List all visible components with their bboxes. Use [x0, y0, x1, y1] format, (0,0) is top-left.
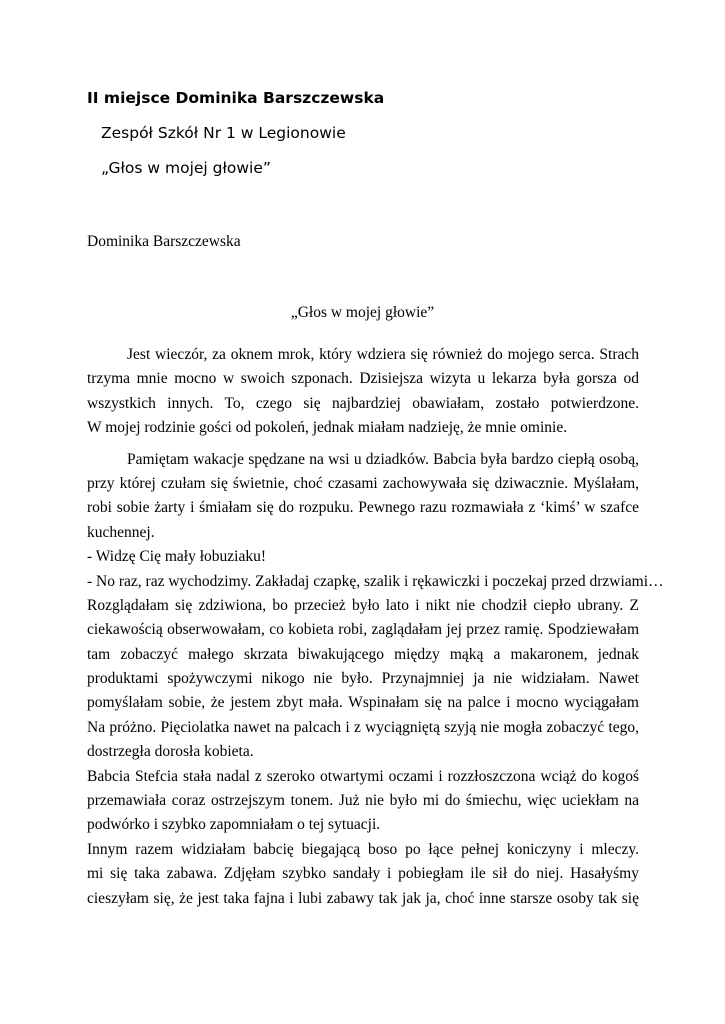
work-title-heading: „Głos w mojej głowie” [101, 159, 271, 177]
text-line: Jest wieczór, za oknem mrok, który wdziera się również do mojego serca. Strach [127, 346, 639, 363]
text-line: trzyma mnie mocno w swoich szponach. Dzisiejsza wizyta u lekarza była gorsza od [87, 370, 639, 388]
text-line: robi sobie żarty i śmiałam się do rozpuku. Pewnego razu rozmawiała z ‘kimś’ w szafce [87, 499, 639, 517]
text-line: przy której czułam się świetnie, choć czasami zachowywała się dziwacznie. Myślałam, [87, 474, 639, 492]
text-line: produktami spożywczymi nikogo nie było. Przynajmniej ja nie widziałam. Nawet [87, 670, 639, 688]
text-line: cieszyłam się, że jest taka fajna i lubi zabawy tak jak ja, choć inne starsze osoby tak się [87, 889, 639, 907]
text-line: Pamiętam wakacje spędzane na wsi u dziadków. Babcia była bardzo ciepłą osobą, [127, 450, 639, 468]
dialogue-line: - No raz, raz wychodzimy. Zakładaj czapkę, szalik i rękawiczki i poczekaj przed drzwiami… [87, 572, 664, 590]
text-line: Rozglądałam się zdziwiona, bo przecież było lato i nikt nie chodził ciepło ubrany. Z [87, 596, 639, 614]
story-title: „Głos w mojej głowie” [290, 304, 435, 321]
story-body [87, 343, 664, 911]
text-line: dostrzegła dorosła kobieta. [87, 743, 254, 761]
text-line: mi się taka zabawa. Zdjęłam szybko sandały i pobiegłam ile sił do niej. Hasałyśmy [87, 865, 639, 883]
text-line: wszystkich innych. To, czego się najbardziej obawiałam, zostało potwierdzone. [87, 394, 639, 412]
text-line: przemawiała coraz ostrzejszym tonem. Już nie było mi do śmiechu, więc uciekłam na [87, 792, 639, 810]
text-line: Babcia Stefcia stała nadal z szeroko otwartymi oczami i rozzłoszczona wciąż do kogoś [87, 767, 639, 785]
text-line: tam zobaczyć małego skrzata biwakującego między mąką a makaronem, jednak [87, 645, 639, 663]
text-line: Innym razem widziałam babcię biegającą boso po łące pełnej koniczyny i mleczy. [87, 840, 639, 858]
text-line: podwórko i szybko zapomniałam o tej sytuacji. [87, 816, 381, 834]
text-line: Na próżno. Pięciolatka nawet na palcach i z wyciągniętą szyją nie mogła zobaczyć tego, [87, 718, 639, 736]
text-line: W mojej rodzinie gości od pokoleń, jednak miałam nadzieję, że mnie ominie. [87, 419, 568, 437]
school-heading: Zespół Szkół Nr 1 w Legionowie [101, 124, 346, 142]
text-line: ciekawością obserwowałam, co kobieta robi, zaglądałam jej przez ramię. Spodziewałam [87, 621, 639, 639]
text-line: kuchennej. [87, 523, 155, 541]
dialogue-line: - Widzę Cię mały łobuziaku! [87, 548, 267, 566]
author-name: Dominika Barszczewska [87, 233, 241, 250]
award-heading: II miejsce Dominika Barszczewska [87, 89, 385, 107]
text-line: pomyślałam sobie, że jestem zbyt mała. Wspinałam się na palce i mocno wyciągałam [87, 694, 639, 712]
